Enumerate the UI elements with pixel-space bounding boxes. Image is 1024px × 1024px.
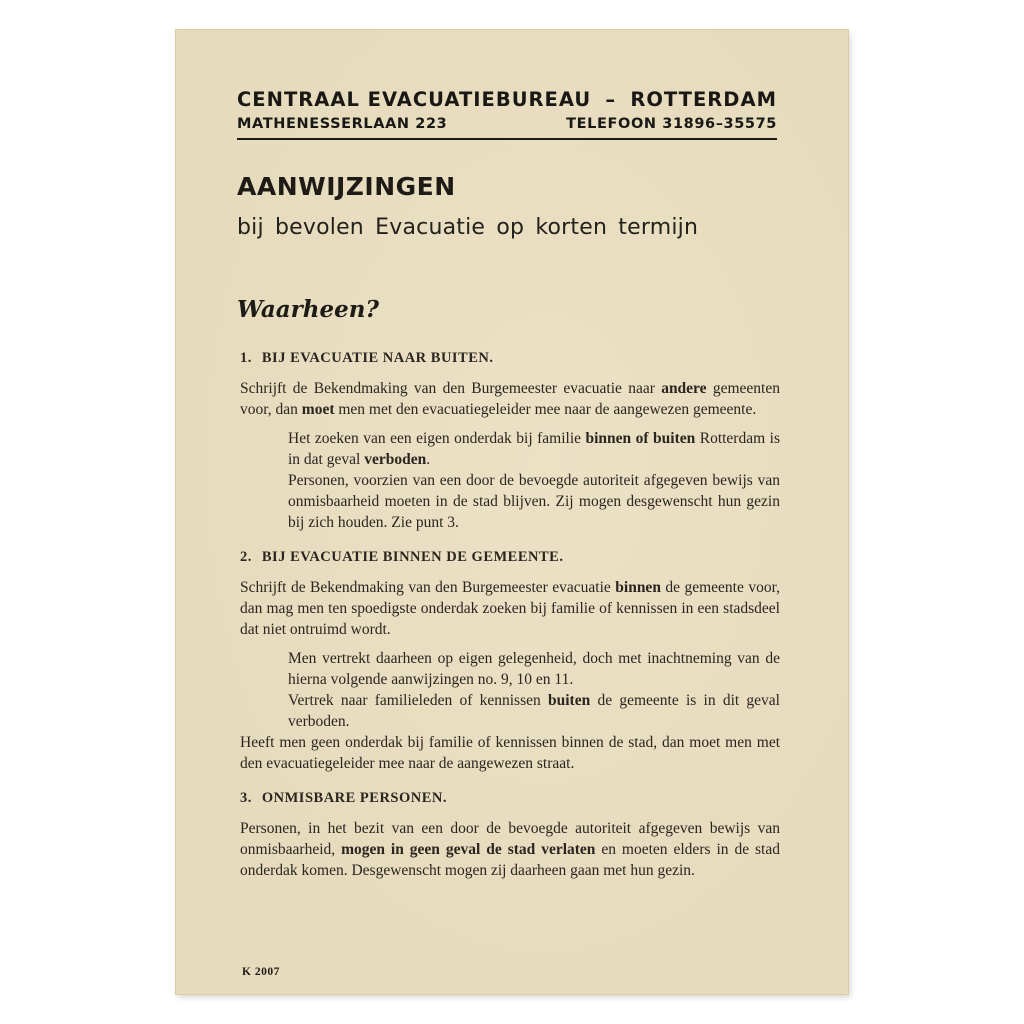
section-1-title: BIJ EVACUATIE NAAR BUITEN.	[261, 350, 494, 366]
document-title: AANWIJZINGEN	[237, 172, 456, 201]
section-2-paragraph-1: Schrijft de Bekendmaking van den Burgemeester evacuatie binnen de gemeente voor, dan mag men ten spoedigste onderdak zoeken bij familie of kennissen in een stadsdeel dat niet ontruimd wordt.	[240, 579, 780, 638]
section-2-indented-block	[240, 648, 780, 732]
header-divider	[237, 138, 777, 140]
section-3-heading	[240, 788, 780, 809]
phone-number: TELEFOON 31896–35575	[566, 116, 777, 132]
section-2-paragraph-3: Vertrek naar familieleden of kennissen buiten de gemeente is in dit geval verboden.	[288, 692, 780, 730]
document-sheet	[176, 30, 848, 994]
section-1-heading	[240, 348, 780, 369]
letterhead	[237, 88, 777, 135]
letterhead-dash: –	[605, 88, 617, 111]
section-2-paragraph-2: Men vertrekt daarheen op eigen gelegenheid, doch met inachtneming van de hierna volgende aanwijzingen no. 9, 10 en 11.	[288, 650, 780, 688]
letterhead-title-row	[237, 88, 777, 112]
section-1-indented-block	[240, 428, 780, 533]
section-2-heading	[240, 547, 780, 568]
section-1-paragraph-3: Personen, voorzien van een door de bevoegde autoriteit afgegeven bewijs van onmisbaarheid moeten in de stad blijven. Zij mogen desgewenscht hun gezin bij zich houden. Zie punt 3.	[288, 472, 780, 531]
form-code: K 2007	[242, 966, 280, 978]
section-3-title: ONMISBARE PERSONEN.	[261, 790, 448, 806]
document-subtitle: bij bevolen Evacuatie op korten termijn	[237, 215, 699, 240]
section-3-number: 3.	[240, 790, 252, 806]
section-2-paragraph-4: Heeft men geen onderdak bij familie of kennissen binnen de stad, dan moet men met den evacuatiegeleider mee naar de aangewezen straat.	[240, 734, 780, 772]
section-1-number: 1.	[240, 350, 252, 366]
where-heading: Waarheen?	[237, 296, 379, 323]
letterhead-contact-row	[237, 113, 777, 135]
organization-name: CENTRAAL EVACUATIEBUREAU	[237, 88, 592, 111]
section-2-number: 2.	[240, 549, 252, 565]
document-body	[240, 348, 780, 881]
section-3-paragraph-1: Personen, in het bezit van een door de bevoegde autoriteit afgegeven bewijs van onmisbaarheid, mogen in geen geval de stad verlaten en moeten elders in de stad onderdak komen. Desgewenscht mogen zij daarheen gaan met hun gezin.	[240, 820, 780, 879]
city-name: ROTTERDAM	[630, 88, 777, 111]
section-1-paragraph-2: Het zoeken van een eigen onderdak bij familie binnen of buiten Rotterdam is in dat geval verboden.	[288, 430, 780, 468]
address: MATHENESSERLAAN 223	[237, 116, 448, 132]
section-2-title: BIJ EVACUATIE BINNEN DE GEMEENTE.	[261, 549, 564, 565]
section-1-paragraph-1: Schrijft de Bekendmaking van den Burgemeester evacuatie naar andere gemeenten voor, dan moet men met den evacuatiegeleider mee naar de aangewezen gemeente.	[240, 380, 780, 418]
